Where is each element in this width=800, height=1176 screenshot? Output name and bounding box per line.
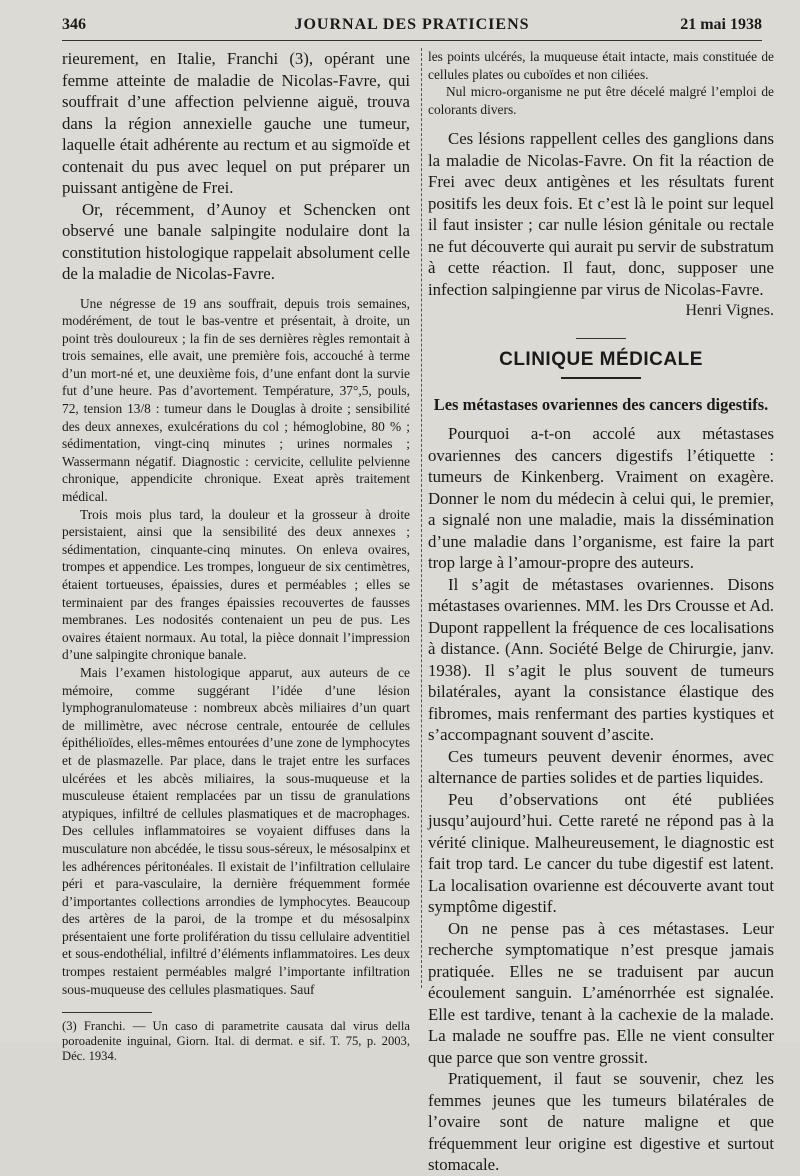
- histology-paragraph: Mais l’examen histologique apparut, aux auteurs de ce mémoire, comme suggérant l’idée d’une lésion lymphogranulomateuse : nombreux abcès miliaires d’un quart de millimètre, avec nécrose centrale, entourée de cellules épithélioïdes, elles-mêmes entourées d’une zone de lymphocytes et de plasmazelle. Par place, dans le trajet entre les surfaces ulcérées et les abcès miliaires, la sous-muqueuse et la musculeuse étaient remplacées par un tissu de granulations atypiques, infiltré de cellules plasmatiques et de macrophages. Des cellules inflammatoires se voyaient diffuses dans la musculature non abcédée, le tissu sous-séreux, le mésosalpinx et les adhérences péritonéales. Il existait de l’infiltration cellulaire péri et para-vasculaire, la dernière fréquemment formée d’importantes collections arrondies de lymphocytes. Beaucoup des artères de la paroi, de la trompe et du mésosalpinx présentaient une forte prolifération du tissu cellulaire adventitiel et sous-endothélial, infiltré d’éléments inflammatoires. Les deux trompes restaient perméables malgré l’importante infiltration sous-muqueuse des cellules plasmatiques. Sauf: [62, 664, 410, 997]
- paragraph: Nul micro-organisme ne put être décelé malgré l’emploi de colorants divers.: [428, 84, 774, 117]
- column-divider: [421, 48, 422, 988]
- footnote-rule: [62, 1012, 152, 1013]
- article-paragraph: On ne pense pas à ces métastases. Leur recherche symptomatique n’est presque jamais pratiquée. Elles ne se traduisent par aucun écoulement sanguin. L’aménorrhée est signalée. Elle est tardive, tenant à la cachexie de la malade. La malade ne souffre pas. Elle ne vient consulter que parce que son ventre grossit.: [428, 918, 774, 1067]
- article-paragraph: Peu d’observations ont été publiées jusqu’aujourd’hui. Cette rareté ne répond pas à la vérité clinique. Malheureusement, le diagnostic est fait trop tard. Le cancer du tube digestif est latent. La localisation ovarienne est découverte avant tout symptôme digestif.: [428, 789, 774, 917]
- article-paragraph: Ces tumeurs peuvent devenir énormes, avec alternance de parties solides et de parties liquides.: [428, 746, 774, 788]
- article-paragraph: Pourquoi a-t-on accolé aux métastases ovariennes des cancers digestifs l’étiquette : tumeurs de Kinkenberg. Vraiment on exagère. Donner le nom du médecin à celui qui, le premier, a signalé non une maladie, mais la dissémination d’une maladie dans l’organisme, est faire la part trop large à l’amour-propre des auteurs.: [428, 424, 774, 573]
- page-header: [62, 16, 762, 40]
- paragraph: rieurement, en Italie, Franchi (3), opérant une femme atteinte de maladie de Nicolas-Favre, qui souffrait d’une affection pelvienne aiguë, trouva dans la région annexielle gauche une tumeur, laquelle était adhérente au rectum et au sigmoïde et contenait du pus avec lequel on put préparer un puissant antigène de Frei.: [62, 49, 410, 197]
- right-column: [428, 48, 774, 1176]
- section-rule: [561, 377, 641, 379]
- article-title: Les métastases ovariennes des cancers digestifs.: [433, 395, 769, 415]
- header-rule: [62, 40, 762, 41]
- journal-title: JOURNAL DES PRATICIENS: [294, 16, 530, 33]
- paragraph: Ces lésions rappellent celles des ganglions dans la maladie de Nicolas-Favre. On fit la réaction de Frei avec deux antigènes et les résultats furent positifs les deux fois. Et c’est là le point sur lequel il faut insister ; car nulle lésion génitale ou rectale ne fut découverte qui aurait pu servir de substratum à cette réaction. Il faut, donc, supposer une infection salpingienne par virus de Nicolas-Favre.: [428, 129, 774, 299]
- footnote: (3) Franchi. — Un caso di parametrite causata dal virus della poroadenite inguinal, Giorn. Ital. di dermat. e sif. T. 75, p. 2003, Déc. 1934.: [62, 1019, 410, 1064]
- left-column: [62, 48, 410, 1064]
- issue-date: 21 mai 1938: [680, 16, 762, 33]
- article-paragraph: Pratiquement, il faut se souvenir, chez les femmes jeunes que les tumeurs bilatérales de l’ovaire sont de nature maligne et que fréquemment leur origine est digestive et surtout stomacale.: [428, 1069, 774, 1175]
- paragraph: Or, récemment, d’Aunoy et Schencken ont observé une banale salpingite nodulaire dont la constitution histologique rappelait absolument celle de la maladie de Nicolas-Favre.: [62, 199, 410, 283]
- separator: [576, 338, 626, 339]
- paragraph: les points ulcérés, la muqueuse était intacte, mais constituée de cellules plates ou cuboïdes et non ciliées.: [428, 49, 774, 82]
- case-report-paragraph: Trois mois plus tard, la douleur et la grosseur à droite persistaient, ainsi que la sensibilité des deux annexes ; sédimentation, cinquante-cinq minutes. On enleva ovaires, trompes et appendice. Les trompes, longueur de six centimètres, étaient tortueuses, épaissies, dures et perméables ; elles se terminaient par des franges épaissies recouvertes de fausses membranes. Les nodosités contenaient un peu de pus. Les ovaires étaient normaux. Au total, la pièce donnait l’impression d’une salpingite chronique banale.: [62, 506, 410, 663]
- author-signature: Henri Vignes.: [685, 302, 774, 320]
- section-title: CLINIQUE MÉDICALE: [499, 349, 703, 371]
- case-report-paragraph: Une négresse de 19 ans souffrait, depuis trois semaines, modérément, de tout le bas-ventre et présentait, à droite, un point très douloureux ; la fin de ses dernières règles remontait à trois semaines, elle avait, une première fois, accouché à terme d’un mort-né et, une deuxième fois, d’une enfant dont la survie fut d’une heure. Pas d’avortement. Température, 37°,5, pouls, 72, tension 13/8 : tumeur dans le Douglas à droite ; sensibilité des deux annexes, exulcérations du col ; hémoglobine, 80 % ; sédimentation, vingt-cinq minutes ; urines normales ; Wassermann négatif. Diagnostic : cervicite, cellulite pelvienne chronique, appendicite chronique. Exeat après traitement médical.: [62, 295, 410, 505]
- page-number: 346: [62, 16, 86, 33]
- article-paragraph: Il s’agit de métastases ovariennes. Disons métastases ovariennes. MM. les Drs Crousse et Ad. Dupont rappellent la fréquence de ces localisations à distance. (Ann. Société Belge de Chirurgie, janv. 1938). Il s’agit le plus souvent de tumeurs bilatérales, ayant la consistance élastique des fibromes, mais renfermant des parties kystiques et s’accompagnant souvent d’ascite.: [428, 574, 774, 745]
